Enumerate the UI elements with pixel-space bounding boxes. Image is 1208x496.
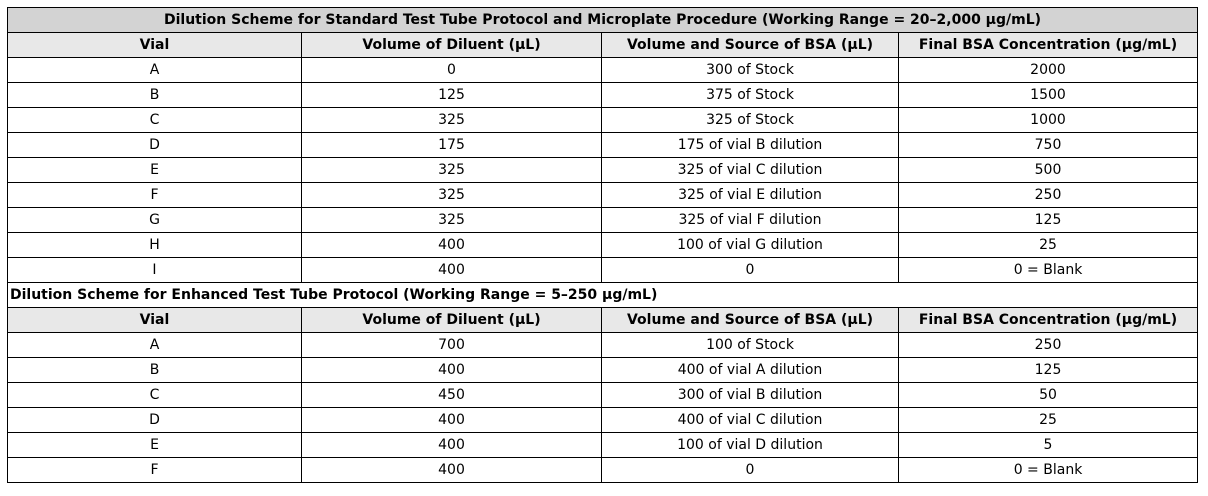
cell-vial: H [8,233,302,258]
cell-bsa-source: 400 of vial C dilution [602,408,899,433]
cell-diluent-volume: 400 [302,408,602,433]
cell-bsa-source: 100 of Stock [602,333,899,358]
column-header-diluent-volume: Volume of Diluent (µL) [302,308,602,333]
cell-vial: B [8,83,302,108]
table-row [8,58,1198,83]
column-header-final-concentration: Final BSA Concentration (µg/mL) [899,308,1198,333]
enhanced-protocol-header-row [8,308,1198,333]
cell-diluent-volume: 325 [302,183,602,208]
cell-diluent-volume: 125 [302,83,602,108]
standard-protocol-title [8,8,1198,33]
cell-bsa-source: 400 of vial A dilution [602,358,899,383]
cell-bsa-source: 175 of vial B dilution [602,133,899,158]
cell-vial: F [8,183,302,208]
cell-vial: D [8,133,302,158]
table-row [8,333,1198,358]
dilution-table [7,7,1198,483]
cell-bsa-source: 0 [602,258,899,283]
cell-final-concentration: 2000 [899,58,1198,83]
cell-vial: C [8,108,302,133]
cell-final-concentration: 1000 [899,108,1198,133]
column-header-vial: Vial [8,33,302,58]
table-row [8,433,1198,458]
table-row [8,108,1198,133]
cell-diluent-volume: 325 [302,108,602,133]
cell-vial: B [8,358,302,383]
table-row [8,358,1198,383]
cell-final-concentration: 25 [899,233,1198,258]
table-row [8,258,1198,283]
cell-diluent-volume: 0 [302,58,602,83]
cell-diluent-volume: 400 [302,358,602,383]
cell-bsa-source: 375 of Stock [602,83,899,108]
dilution-table-body [8,8,1198,483]
cell-final-concentration: 50 [899,383,1198,408]
table-row [8,408,1198,433]
table-row [8,233,1198,258]
cell-vial: E [8,433,302,458]
cell-diluent-volume: 325 [302,158,602,183]
cell-final-concentration: 500 [899,158,1198,183]
cell-vial: E [8,158,302,183]
cell-bsa-source: 100 of vial G dilution [602,233,899,258]
cell-bsa-source: 100 of vial D dilution [602,433,899,458]
column-header-diluent-volume: Volume of Diluent (µL) [302,33,602,58]
cell-diluent-volume: 450 [302,383,602,408]
cell-diluent-volume: 400 [302,458,602,483]
standard-protocol-header-row [8,33,1198,58]
cell-bsa-source: 325 of vial E dilution [602,183,899,208]
cell-final-concentration: 750 [899,133,1198,158]
cell-final-concentration: 25 [899,408,1198,433]
cell-vial: G [8,208,302,233]
column-header-final-concentration: Final BSA Concentration (µg/mL) [899,33,1198,58]
cell-diluent-volume: 700 [302,333,602,358]
cell-final-concentration: 125 [899,208,1198,233]
table-row [8,133,1198,158]
table-row [8,158,1198,183]
cell-bsa-source: 300 of Stock [602,58,899,83]
cell-final-concentration: 5 [899,433,1198,458]
cell-diluent-volume: 400 [302,258,602,283]
cell-final-concentration: 0 = Blank [899,258,1198,283]
cell-bsa-source: 325 of vial C dilution [602,158,899,183]
cell-vial: A [8,333,302,358]
cell-diluent-volume: 325 [302,208,602,233]
table-row [8,83,1198,108]
cell-diluent-volume: 175 [302,133,602,158]
cell-vial: D [8,408,302,433]
cell-vial: I [8,258,302,283]
column-header-vial: Vial [8,308,302,333]
cell-final-concentration: 125 [899,358,1198,383]
cell-diluent-volume: 400 [302,433,602,458]
cell-final-concentration: 1500 [899,83,1198,108]
enhanced-protocol-title-cell: Dilution Scheme for Enhanced Test Tube Protocol (Working Range = 5–250 µg/mL) [8,283,1198,308]
column-header-bsa-source: Volume and Source of BSA (µL) [602,308,899,333]
table-row [8,183,1198,208]
standard-protocol-title-cell: Dilution Scheme for Standard Test Tube Protocol and Microplate Procedure (Working Range = 20–2,000 µg/mL) [8,8,1198,33]
cell-bsa-source: 0 [602,458,899,483]
cell-bsa-source: 300 of vial B dilution [602,383,899,408]
enhanced-protocol-title [8,283,1198,308]
cell-bsa-source: 325 of vial F dilution [602,208,899,233]
column-header-bsa-source: Volume and Source of BSA (µL) [602,33,899,58]
cell-final-concentration: 250 [899,183,1198,208]
table-row [8,458,1198,483]
cell-vial: A [8,58,302,83]
table-row [8,208,1198,233]
cell-vial: C [8,383,302,408]
cell-final-concentration: 250 [899,333,1198,358]
cell-final-concentration: 0 = Blank [899,458,1198,483]
cell-bsa-source: 325 of Stock [602,108,899,133]
cell-vial: F [8,458,302,483]
table-row [8,383,1198,408]
cell-diluent-volume: 400 [302,233,602,258]
